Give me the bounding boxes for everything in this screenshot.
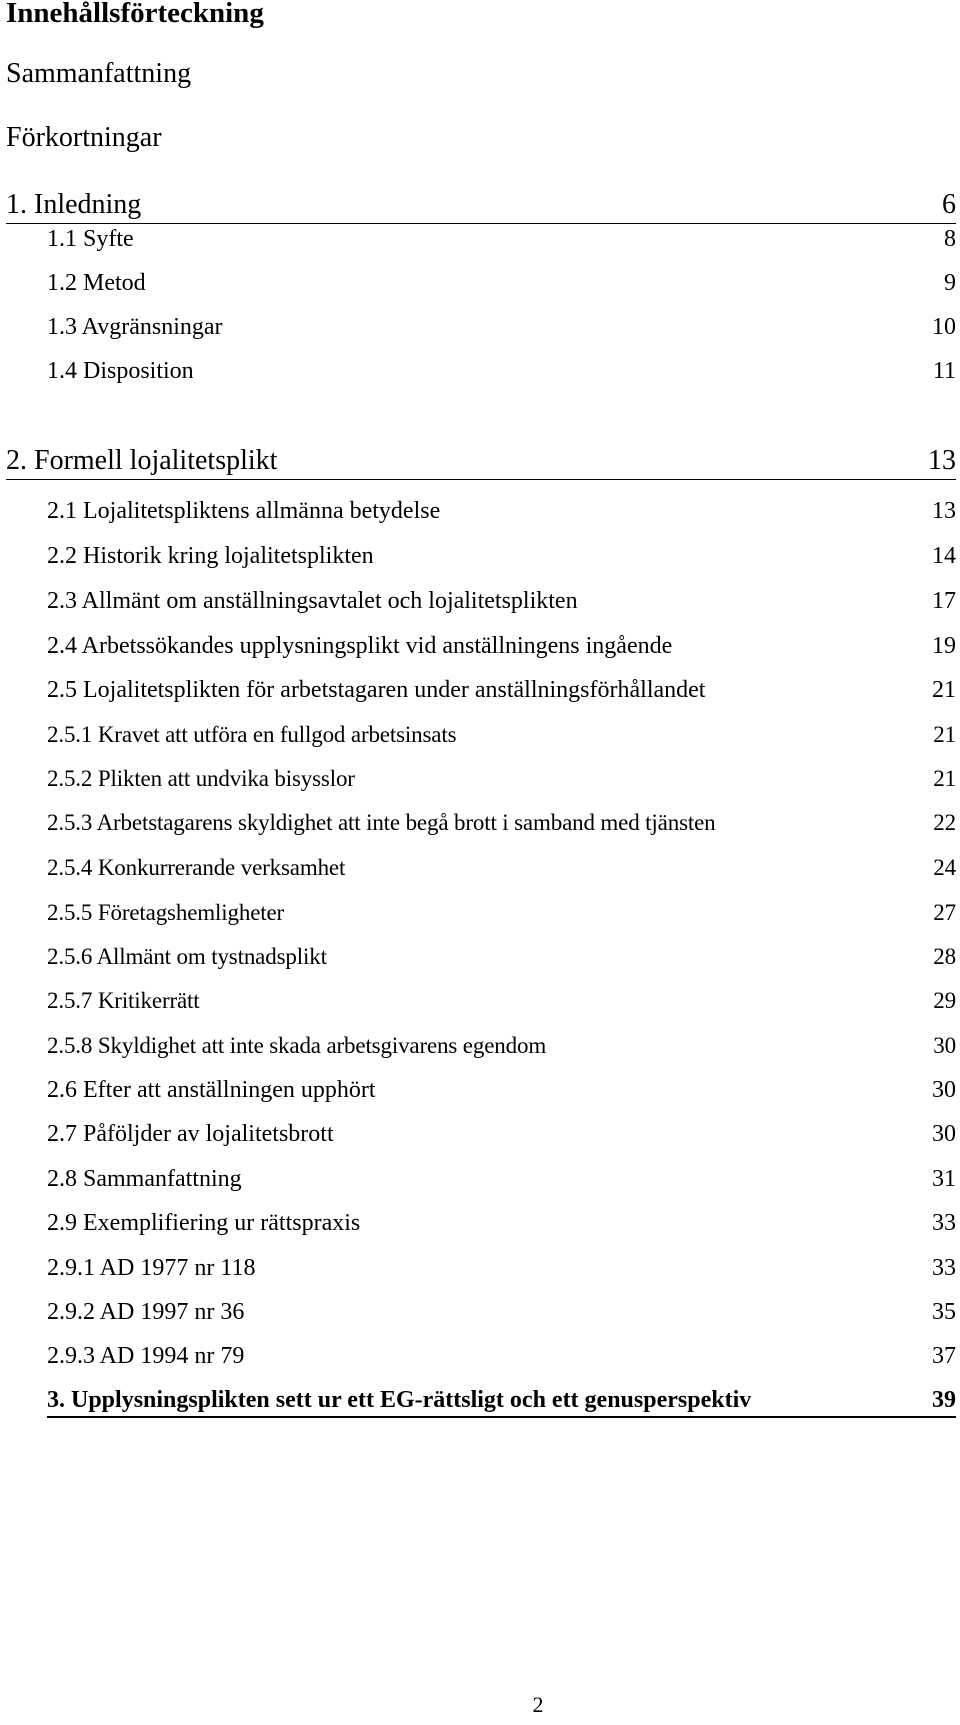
toc-entry-2-2[interactable] [47, 540, 956, 572]
toc-entry-title: 2. Formell lojalitetsplikt [6, 445, 278, 476]
toc-entry-title: 1.4 Disposition [47, 358, 194, 384]
toc-entry-2-5-6[interactable] [47, 941, 956, 973]
toc-entry-page: 39 [932, 1387, 956, 1413]
toc-entry-2-1[interactable] [47, 495, 956, 527]
toc-entry-title: 2.5.4 Konkurrerande verksamhet [47, 855, 346, 880]
toc-entry-page: 31 [932, 1166, 956, 1192]
toc-entry-title: 2.5.8 Skyldighet att inte skada arbetsgivarens egendom [47, 1033, 547, 1058]
toc-entry-page: 17 [932, 588, 956, 614]
toc-entry-title: 2.4 Arbetssökandes upplysningsplikt vid anställningens ingående [47, 633, 673, 659]
toc-entry-2-5[interactable] [47, 674, 956, 706]
toc-entry-page: 30 [932, 1077, 956, 1103]
toc-entry-title: 2.1 Lojalitetspliktens allmänna betydelse [47, 498, 441, 524]
toc-entry-page: 30 [932, 1121, 956, 1147]
toc-entry-page: 21 [933, 766, 956, 791]
toc-entry-page: 30 [933, 1033, 956, 1058]
toc-entry-page: 35 [932, 1299, 956, 1325]
toc-entry-2-5-7[interactable] [47, 985, 956, 1017]
toc-entry-2-5-1[interactable] [47, 719, 956, 751]
toc-entry-2-5-2[interactable] [47, 763, 956, 795]
toc-entry-page: 19 [932, 633, 956, 659]
toc-entry-title: 2.9.1 AD 1977 nr 118 [47, 1255, 256, 1281]
toc-entry-page: 8 [944, 226, 956, 252]
toc-entry-title: 2.5.3 Arbetstagarens skyldighet att inte begå brott i samband med tjänsten [47, 810, 716, 835]
toc-entry-2-7[interactable] [47, 1118, 956, 1150]
toc-entry-chapter-1[interactable] [6, 187, 956, 224]
toc-entry-title: 2.5.5 Företagshemligheter [47, 900, 285, 925]
toc-entry-page: 9 [944, 270, 956, 296]
toc-entry-title: 1.3 Avgränsningar [47, 314, 223, 340]
toc-entry-2-5-5[interactable] [47, 897, 956, 929]
toc-entry-page: 33 [932, 1255, 956, 1281]
toc-entry-page: 22 [933, 810, 956, 835]
toc-entry-2-5-8[interactable] [47, 1030, 956, 1062]
toc-heading: Innehållsförteckning [6, 0, 264, 29]
toc-entry-page: 33 [932, 1210, 956, 1236]
toc-entry-title: 2.5.7 Kritikerrätt [47, 988, 200, 1013]
toc-front-abbreviations: Förkortningar [6, 122, 162, 153]
toc-entry-1-4[interactable] [47, 355, 956, 387]
toc-entry-1-3[interactable] [47, 311, 956, 343]
toc-entry-1-2[interactable] [47, 267, 956, 299]
toc-entry-title: 3. Upplysningsplikten sett ur ett EG-rättsligt och ett genusperspektiv [47, 1387, 752, 1413]
toc-entry-2-9[interactable] [47, 1207, 956, 1239]
toc-front-summary: Sammanfattning [6, 58, 192, 89]
toc-entry-page: 21 [933, 722, 956, 747]
toc-entry-2-9-3[interactable] [47, 1340, 956, 1372]
toc-entry-title: 1.2 Metod [47, 270, 146, 296]
toc-entry-title: 2.8 Sammanfattning [47, 1166, 242, 1192]
toc-entry-chapter-2[interactable] [6, 443, 956, 480]
toc-entry-title: 2.9.2 AD 1997 nr 36 [47, 1299, 245, 1325]
toc-entry-page: 21 [932, 677, 956, 703]
toc-entry-page: 24 [933, 855, 956, 880]
toc-entry-2-4[interactable] [47, 630, 956, 662]
toc-entry-page: 29 [933, 988, 956, 1013]
toc-entry-title: 2.7 Påföljder av lojalitetsbrott [47, 1121, 334, 1147]
toc-entry-page: 37 [932, 1343, 956, 1369]
toc-entry-2-9-1[interactable] [47, 1252, 956, 1284]
toc-entry-2-9-2[interactable] [47, 1296, 956, 1328]
toc-entry-page: 13 [932, 498, 956, 524]
toc-entry-title: 1.1 Syfte [47, 226, 134, 252]
toc-entry-page: 27 [933, 900, 956, 925]
toc-entry-title: 1. Inledning [6, 189, 142, 220]
toc-entry-page: 28 [933, 944, 956, 969]
toc-entry-title: 2.9 Exemplifiering ur rättspraxis [47, 1210, 361, 1236]
page-number: 2 [532, 1692, 544, 1717]
toc-entry-title: 2.5.2 Plikten att undvika bisysslor [47, 766, 355, 791]
toc-entry-title: 2.6 Efter att anställningen upphört [47, 1077, 376, 1103]
toc-entry-page: 6 [942, 189, 956, 220]
toc-entry-chapter-3[interactable] [47, 1384, 956, 1418]
toc-entry-2-6[interactable] [47, 1074, 956, 1106]
toc-entry-title: 2.5.6 Allmänt om tystnadsplikt [47, 944, 327, 969]
toc-entry-2-5-4[interactable] [47, 852, 956, 884]
toc-entry-page: 10 [932, 314, 956, 340]
toc-entry-page: 14 [932, 543, 956, 569]
toc-entry-2-3[interactable] [47, 585, 956, 617]
toc-entry-title: 2.5 Lojalitetsplikten för arbetstagaren under anställningsförhållandet [47, 677, 706, 703]
toc-entry-2-8[interactable] [47, 1163, 956, 1195]
toc-entry-page: 13 [928, 445, 956, 476]
toc-entry-page: 11 [932, 358, 956, 384]
toc-entry-title: 2.3 Allmänt om anställningsavtalet och lojalitetsplikten [47, 588, 578, 614]
toc-entry-title: 2.5.1 Kravet att utföra en fullgod arbetsinsats [47, 722, 457, 747]
toc-entry-title: 2.9.3 AD 1994 nr 79 [47, 1343, 245, 1369]
toc-entry-title: 2.2 Historik kring lojalitetsplikten [47, 543, 374, 569]
toc-entry-2-5-3[interactable] [47, 807, 956, 839]
toc-entry-1-1[interactable] [47, 223, 956, 255]
